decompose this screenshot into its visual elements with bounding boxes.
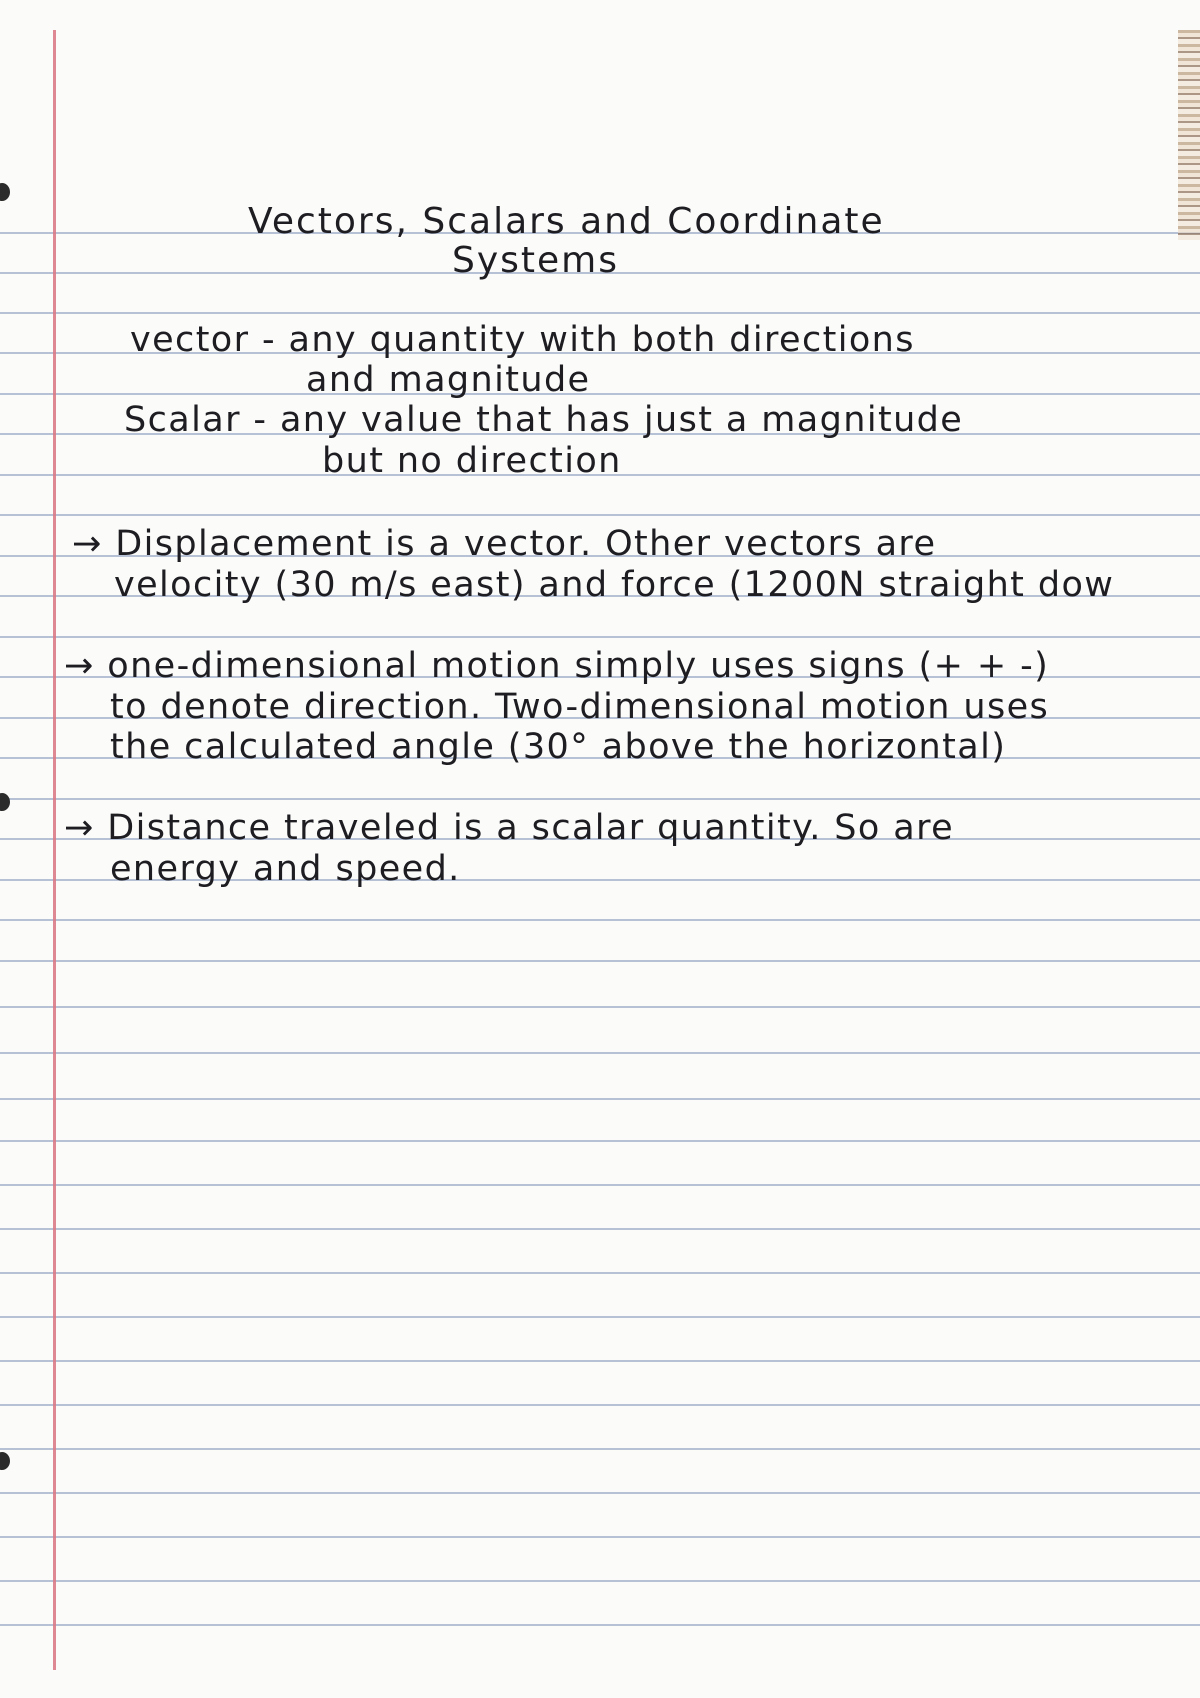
ruled-line — [0, 1316, 1200, 1318]
ruled-line — [0, 1006, 1200, 1008]
bullet-2-line-1: → one-dimensional motion simply uses signs (+ + -) — [64, 646, 1050, 686]
vector-definition-line-1: vector - any quantity with both directions — [130, 320, 915, 360]
ruled-line — [0, 1098, 1200, 1100]
binder-hole — [0, 183, 10, 201]
scalar-definition-line-1: Scalar - any value that has just a magnitude — [124, 400, 964, 440]
ruled-line — [0, 1272, 1200, 1274]
binder-hole — [0, 793, 10, 811]
ruled-line — [0, 1492, 1200, 1494]
ruled-line — [0, 1360, 1200, 1362]
ruled-line — [0, 1184, 1200, 1186]
ruled-line — [0, 919, 1200, 921]
ruled-line — [0, 312, 1200, 314]
ruled-line — [0, 393, 1200, 395]
page-title-line-2: Systems — [452, 240, 619, 281]
ruled-line — [0, 1580, 1200, 1582]
bullet-2-line-3: the calculated angle (30° above the horizontal) — [110, 727, 1007, 767]
ruled-line — [0, 1404, 1200, 1406]
bullet-1-line-1: → Displacement is a vector. Other vectors are — [72, 524, 937, 564]
ruled-line — [0, 1536, 1200, 1538]
ruled-line — [0, 1624, 1200, 1626]
margin-line — [53, 30, 56, 1670]
ruled-line — [0, 798, 1200, 800]
bullet-3-line-1: → Distance traveled is a scalar quantity. So are — [64, 808, 955, 848]
ruled-line — [0, 1228, 1200, 1230]
ruled-line — [0, 1140, 1200, 1142]
page-title-line-1: Vectors, Scalars and Coordinate — [248, 201, 885, 242]
bullet-3-line-2: energy and speed. — [110, 849, 461, 889]
ruled-line — [0, 960, 1200, 962]
binder-edge — [1178, 30, 1200, 240]
binder-hole — [0, 1452, 10, 1470]
vector-definition-line-2: and magnitude — [306, 360, 591, 400]
bullet-1-line-2: velocity (30 m/s east) and force (1200N straight dow — [114, 565, 1115, 605]
bullet-2-line-2: to denote direction. Two-dimensional motion uses — [110, 687, 1050, 727]
scalar-definition-line-2: but no direction — [322, 441, 622, 481]
ruled-line — [0, 636, 1200, 638]
ruled-line — [0, 514, 1200, 516]
ruled-line — [0, 1052, 1200, 1054]
ruled-line — [0, 1448, 1200, 1450]
